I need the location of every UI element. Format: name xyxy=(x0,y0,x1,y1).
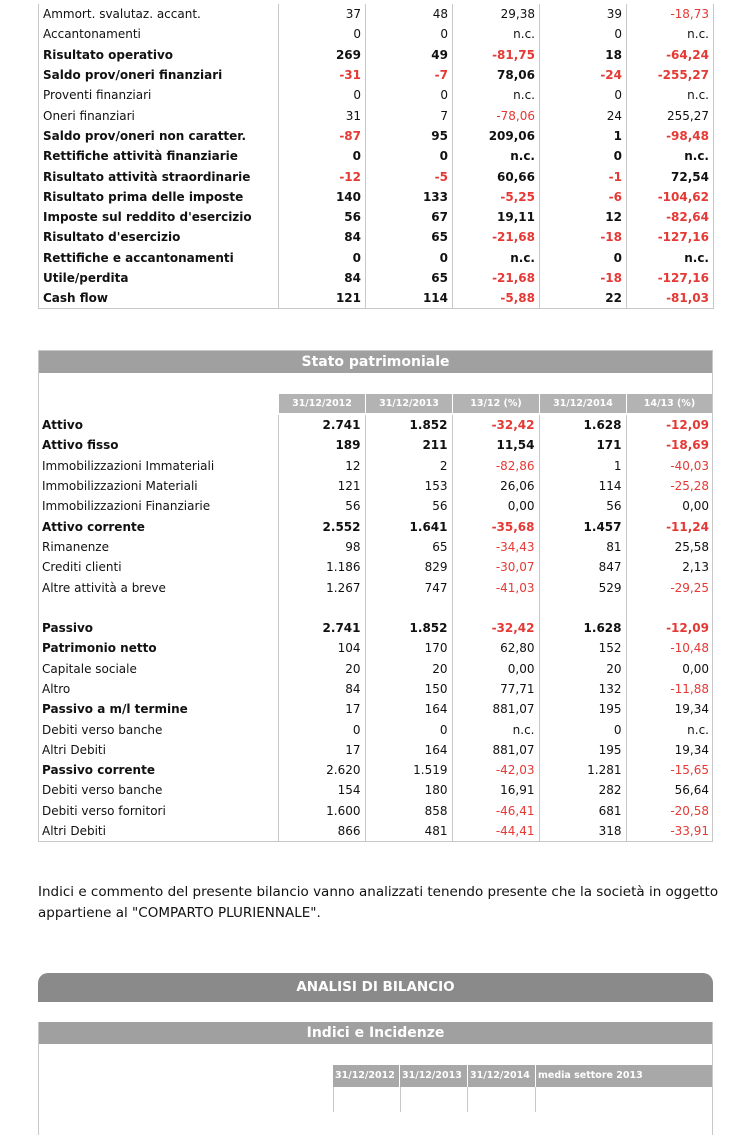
row-value: 2,13 xyxy=(626,557,713,577)
row-value: 12 xyxy=(278,456,365,476)
row-label: Debiti verso banche xyxy=(42,783,163,798)
row-value: 0 xyxy=(279,85,366,105)
row-value: 0 xyxy=(279,146,366,166)
row-value: -41,03 xyxy=(452,577,539,597)
row-value: -11,88 xyxy=(626,679,713,699)
row-value: n.c. xyxy=(453,85,540,105)
row-label: Attivo corrente xyxy=(42,519,145,534)
row-value: 2.620 xyxy=(278,760,365,780)
row-value: 1.281 xyxy=(539,760,626,780)
table-row xyxy=(38,598,713,618)
table-row xyxy=(39,65,714,85)
table-row xyxy=(38,638,713,658)
table-row xyxy=(38,740,713,760)
row-label: Risultato prima delle imposte xyxy=(43,189,244,204)
row-value: 1.519 xyxy=(365,760,452,780)
row-value: 0 xyxy=(540,24,627,44)
row-value: 29,38 xyxy=(453,4,540,24)
row-value xyxy=(278,598,365,618)
row-label xyxy=(38,598,278,618)
table-row xyxy=(39,85,714,105)
row-value: 98 xyxy=(278,537,365,557)
table-row xyxy=(38,476,713,496)
row-value: -20,58 xyxy=(626,801,713,821)
row-value: 48 xyxy=(366,4,453,24)
row-value: 19,34 xyxy=(626,699,713,719)
row-value: 1.852 xyxy=(365,415,452,435)
row-label: Crediti clienti xyxy=(42,560,122,575)
row-value: n.c. xyxy=(453,248,540,268)
row-value: -33,91 xyxy=(626,821,713,841)
row-value: 152 xyxy=(539,638,626,658)
indici-incidenze-title: Indici e Incidenze xyxy=(39,1022,712,1044)
row-value: 121 xyxy=(278,476,365,496)
row-value: 22 xyxy=(540,288,627,308)
row-value: -6 xyxy=(540,187,627,207)
row-value: -18 xyxy=(540,227,627,247)
row-label: Attivo fisso xyxy=(42,438,119,453)
row-value: 282 xyxy=(539,780,626,800)
table-row xyxy=(38,679,713,699)
row-value: -10,48 xyxy=(626,638,713,658)
row-value: 1.457 xyxy=(539,516,626,536)
row-value: 56,64 xyxy=(626,780,713,800)
row-value: 56 xyxy=(539,496,626,516)
row-value: 56 xyxy=(278,496,365,516)
row-value: 56 xyxy=(365,496,452,516)
row-value: 65 xyxy=(366,227,453,247)
row-value: 37 xyxy=(279,4,366,24)
row-value: 72,54 xyxy=(627,166,714,186)
row-value: 19,11 xyxy=(453,207,540,227)
row-value: -18 xyxy=(540,268,627,288)
column-header: 31/12/2013 xyxy=(366,394,452,413)
row-value: 20 xyxy=(278,659,365,679)
row-label: Attivo xyxy=(42,418,83,433)
row-value: 84 xyxy=(278,679,365,699)
row-value: 114 xyxy=(539,476,626,496)
row-value: 20 xyxy=(539,659,626,679)
column-header: 31/12/2014 xyxy=(468,1065,535,1087)
table-row xyxy=(38,719,713,739)
row-label: Debiti verso fornitori xyxy=(42,803,166,818)
row-label: Rimanenze xyxy=(42,539,109,554)
row-value: 153 xyxy=(365,476,452,496)
row-value: n.c. xyxy=(452,719,539,739)
row-value: 0 xyxy=(278,719,365,739)
row-label: Debiti verso banche xyxy=(42,722,163,737)
row-value: -32,42 xyxy=(452,415,539,435)
row-value: -255,27 xyxy=(627,65,714,85)
row-value: -98,48 xyxy=(627,126,714,146)
column-header: 13/12 (%) xyxy=(453,394,539,413)
row-value: -21,68 xyxy=(453,227,540,247)
row-value: 0 xyxy=(540,85,627,105)
row-value: 0 xyxy=(540,248,627,268)
table-row xyxy=(39,45,714,65)
row-value: -5 xyxy=(366,166,453,186)
row-value: -18,73 xyxy=(627,4,714,24)
row-value: 114 xyxy=(366,288,453,308)
row-value: -25,28 xyxy=(626,476,713,496)
row-value: 154 xyxy=(278,780,365,800)
row-value: 65 xyxy=(366,268,453,288)
row-value: 133 xyxy=(366,187,453,207)
row-value: 481 xyxy=(365,821,452,841)
row-value: 189 xyxy=(278,435,365,455)
row-value: 681 xyxy=(539,801,626,821)
row-label: Immobilizzazioni Materiali xyxy=(42,479,198,494)
row-value: 1.186 xyxy=(278,557,365,577)
row-value: 0 xyxy=(540,146,627,166)
row-label: Immobilizzazioni Immateriali xyxy=(42,458,215,473)
row-value: 12 xyxy=(540,207,627,227)
row-value: -44,41 xyxy=(452,821,539,841)
row-label: Altro xyxy=(42,682,71,696)
row-value: 1 xyxy=(539,456,626,476)
column-header: 31/12/2012 xyxy=(333,1065,399,1087)
row-value xyxy=(626,598,713,618)
table-row xyxy=(38,496,713,516)
row-value: 140 xyxy=(279,187,366,207)
row-value: 829 xyxy=(365,557,452,577)
table-row xyxy=(39,288,714,308)
indici-column-headers xyxy=(39,1065,712,1087)
row-value: n.c. xyxy=(453,24,540,44)
row-label: Ammort. svalutaz. accant. xyxy=(43,7,201,22)
row-value: 0 xyxy=(365,719,452,739)
row-value: -81,75 xyxy=(453,45,540,65)
row-value: 1.641 xyxy=(365,516,452,536)
row-value: 881,07 xyxy=(452,699,539,719)
row-value: 0,00 xyxy=(452,496,539,516)
row-value: n.c. xyxy=(626,719,713,739)
row-label: Altri Debiti xyxy=(42,742,106,757)
row-label: Passivo a m/l termine xyxy=(42,702,188,717)
row-value: -64,24 xyxy=(627,45,714,65)
row-label: Risultato d'esercizio xyxy=(43,230,181,245)
row-value: 81 xyxy=(539,537,626,557)
row-value: 0,00 xyxy=(452,659,539,679)
table-row xyxy=(39,4,714,24)
row-value: 0 xyxy=(366,24,453,44)
column-divider xyxy=(467,1087,468,1112)
row-value: -46,41 xyxy=(452,801,539,821)
table-row xyxy=(39,248,714,268)
row-label: Saldo prov/oneri non caratter. xyxy=(43,128,247,143)
row-label: Oneri finanziari xyxy=(43,108,135,123)
row-value: -5,88 xyxy=(453,288,540,308)
row-value: 211 xyxy=(365,435,452,455)
row-value: n.c. xyxy=(627,85,714,105)
row-value: 2.741 xyxy=(278,415,365,435)
row-value: n.c. xyxy=(627,146,714,166)
row-value: 2.741 xyxy=(278,618,365,638)
row-value: -5,25 xyxy=(453,187,540,207)
row-value: 1.628 xyxy=(539,618,626,638)
row-label: Rettifiche attività finanziarie xyxy=(43,149,238,164)
table-row xyxy=(39,24,714,44)
row-value: 858 xyxy=(365,801,452,821)
row-value: 150 xyxy=(365,679,452,699)
table-row xyxy=(39,126,714,146)
row-value: 121 xyxy=(279,288,366,308)
row-label: Risultato operativo xyxy=(43,47,174,62)
row-value: 529 xyxy=(539,577,626,597)
row-value: 20 xyxy=(365,659,452,679)
row-value: 747 xyxy=(365,577,452,597)
row-value: 49 xyxy=(366,45,453,65)
row-value: 171 xyxy=(539,435,626,455)
row-value: -12 xyxy=(279,166,366,186)
row-value: -7 xyxy=(366,65,453,85)
row-value: 104 xyxy=(278,638,365,658)
row-value: 318 xyxy=(539,821,626,841)
row-value: 77,71 xyxy=(452,679,539,699)
table-row xyxy=(39,105,714,125)
row-value: 65 xyxy=(365,537,452,557)
table-row xyxy=(38,780,713,800)
table-row xyxy=(38,415,713,435)
row-value: 1.628 xyxy=(539,415,626,435)
column-header: media settore 2013 xyxy=(536,1065,712,1087)
stato-patrimoniale-title: Stato patrimoniale xyxy=(39,351,712,373)
row-value: -32,42 xyxy=(452,618,539,638)
row-label: Saldo prov/oneri finanziari xyxy=(43,68,223,83)
row-value: -21,68 xyxy=(453,268,540,288)
row-value: -11,24 xyxy=(626,516,713,536)
row-value: 17 xyxy=(278,699,365,719)
row-value: -82,64 xyxy=(627,207,714,227)
row-value: -40,03 xyxy=(626,456,713,476)
table-row xyxy=(38,516,713,536)
row-value: 18 xyxy=(540,45,627,65)
row-value: 95 xyxy=(366,126,453,146)
row-value: 132 xyxy=(539,679,626,699)
row-value: -12,09 xyxy=(626,415,713,435)
row-value xyxy=(452,598,539,618)
table-row xyxy=(38,456,713,476)
column-header: 31/12/2012 xyxy=(279,394,365,413)
column-divider xyxy=(333,1087,334,1112)
row-value: 269 xyxy=(279,45,366,65)
table-row xyxy=(38,801,713,821)
row-value: -104,62 xyxy=(627,187,714,207)
row-value: 0,00 xyxy=(626,496,713,516)
indici-incidenze-panel xyxy=(38,1022,713,1135)
row-value: 180 xyxy=(365,780,452,800)
row-value xyxy=(365,598,452,618)
column-header: 31/12/2013 xyxy=(400,1065,467,1087)
column-divider xyxy=(535,1087,536,1112)
row-label: Rettifiche e accantonamenti xyxy=(43,250,234,265)
table-row xyxy=(38,557,713,577)
analisi-di-bilancio-banner: ANALISI DI BILANCIO xyxy=(38,973,713,1002)
row-value: 62,80 xyxy=(452,638,539,658)
row-value: 60,66 xyxy=(453,166,540,186)
row-value: -1 xyxy=(540,166,627,186)
row-value: -87 xyxy=(279,126,366,146)
row-label: Utile/perdita xyxy=(43,271,129,285)
row-value: 2.552 xyxy=(278,516,365,536)
table-row xyxy=(39,187,714,207)
row-value: -35,68 xyxy=(452,516,539,536)
row-value: 24 xyxy=(540,105,627,125)
conto-economico-table xyxy=(38,4,714,309)
row-value: 17 xyxy=(278,740,365,760)
table-row xyxy=(39,268,714,288)
row-value: -30,07 xyxy=(452,557,539,577)
row-value: 25,58 xyxy=(626,537,713,557)
row-value: n.c. xyxy=(627,24,714,44)
column-header: 31/12/2014 xyxy=(540,394,626,413)
row-value: 2 xyxy=(365,456,452,476)
table-row xyxy=(38,577,713,597)
row-label: Altre attività a breve xyxy=(42,580,166,595)
row-value: 170 xyxy=(365,638,452,658)
row-label: Risultato attività straordinarie xyxy=(43,169,251,184)
stato-patrimoniale-table xyxy=(38,415,713,841)
row-label: Altri Debiti xyxy=(42,824,106,839)
bilancio-comment: Indici e commento del presente bilancio vanno analizzati tenendo presente che la società in oggetto appartiene al "COMPARTO PLURIENNALE". xyxy=(38,884,719,921)
row-value: 39 xyxy=(540,4,627,24)
table-row xyxy=(39,146,714,166)
row-value: 1 xyxy=(540,126,627,146)
row-value: 78,06 xyxy=(453,65,540,85)
table-row xyxy=(39,227,714,247)
row-value: 195 xyxy=(539,699,626,719)
row-value: 164 xyxy=(365,699,452,719)
table-row xyxy=(38,699,713,719)
table-row xyxy=(39,207,714,227)
table-row xyxy=(38,659,713,679)
row-label: Capitale sociale xyxy=(42,661,137,676)
table-row xyxy=(38,618,713,638)
row-value: 1.267 xyxy=(278,577,365,597)
row-value: 67 xyxy=(366,207,453,227)
row-label: Passivo corrente xyxy=(42,763,155,778)
row-label: Proventi finanziari xyxy=(43,88,152,103)
row-value: 164 xyxy=(365,740,452,760)
row-value: -42,03 xyxy=(452,760,539,780)
row-value: -82,86 xyxy=(452,456,539,476)
row-value: 209,06 xyxy=(453,126,540,146)
row-label: Imposte sul reddito d'esercizio xyxy=(43,210,252,225)
row-value: 84 xyxy=(279,227,366,247)
row-label: Accantonamenti xyxy=(43,27,141,42)
row-value: -12,09 xyxy=(626,618,713,638)
row-value: n.c. xyxy=(627,248,714,268)
row-value: 1.600 xyxy=(278,801,365,821)
row-value: 866 xyxy=(278,821,365,841)
row-value: 0 xyxy=(279,248,366,268)
table-row xyxy=(38,435,713,455)
row-value: 11,54 xyxy=(452,435,539,455)
row-value: 255,27 xyxy=(627,105,714,125)
row-value: -78,06 xyxy=(453,105,540,125)
row-value: 0 xyxy=(279,24,366,44)
row-value: -127,16 xyxy=(627,268,714,288)
row-value: 0,00 xyxy=(626,659,713,679)
row-value: 0 xyxy=(366,146,453,166)
stato-patrimoniale-column-headers xyxy=(39,394,712,413)
row-label: Immobilizzazioni Finanziarie xyxy=(42,499,211,514)
row-value: -29,25 xyxy=(626,577,713,597)
row-label: Cash flow xyxy=(43,291,108,306)
row-value: 881,07 xyxy=(452,740,539,760)
row-value: 16,91 xyxy=(452,780,539,800)
table-row xyxy=(38,760,713,780)
row-value: 0 xyxy=(366,248,453,268)
row-value: 847 xyxy=(539,557,626,577)
row-value: -15,65 xyxy=(626,760,713,780)
row-value: 31 xyxy=(279,105,366,125)
table-row xyxy=(39,166,714,186)
column-divider xyxy=(400,1087,401,1112)
row-value: 1.852 xyxy=(365,618,452,638)
row-value: -34,43 xyxy=(452,537,539,557)
row-value: 84 xyxy=(279,268,366,288)
row-value xyxy=(539,598,626,618)
row-label: Passivo xyxy=(42,621,94,636)
table-row xyxy=(38,821,713,841)
row-label: Patrimonio netto xyxy=(42,641,157,656)
row-value: 56 xyxy=(279,207,366,227)
row-value: -127,16 xyxy=(627,227,714,247)
row-value: 26,06 xyxy=(452,476,539,496)
row-value: 19,34 xyxy=(626,740,713,760)
column-header: 14/13 (%) xyxy=(627,394,712,413)
row-value: 0 xyxy=(539,719,626,739)
row-value: -81,03 xyxy=(627,288,714,308)
row-value: -18,69 xyxy=(626,435,713,455)
row-value: n.c. xyxy=(453,146,540,166)
row-value: -31 xyxy=(279,65,366,85)
row-value: -24 xyxy=(540,65,627,85)
row-value: 0 xyxy=(366,85,453,105)
row-value: 7 xyxy=(366,105,453,125)
row-value: 195 xyxy=(539,740,626,760)
table-row xyxy=(38,537,713,557)
